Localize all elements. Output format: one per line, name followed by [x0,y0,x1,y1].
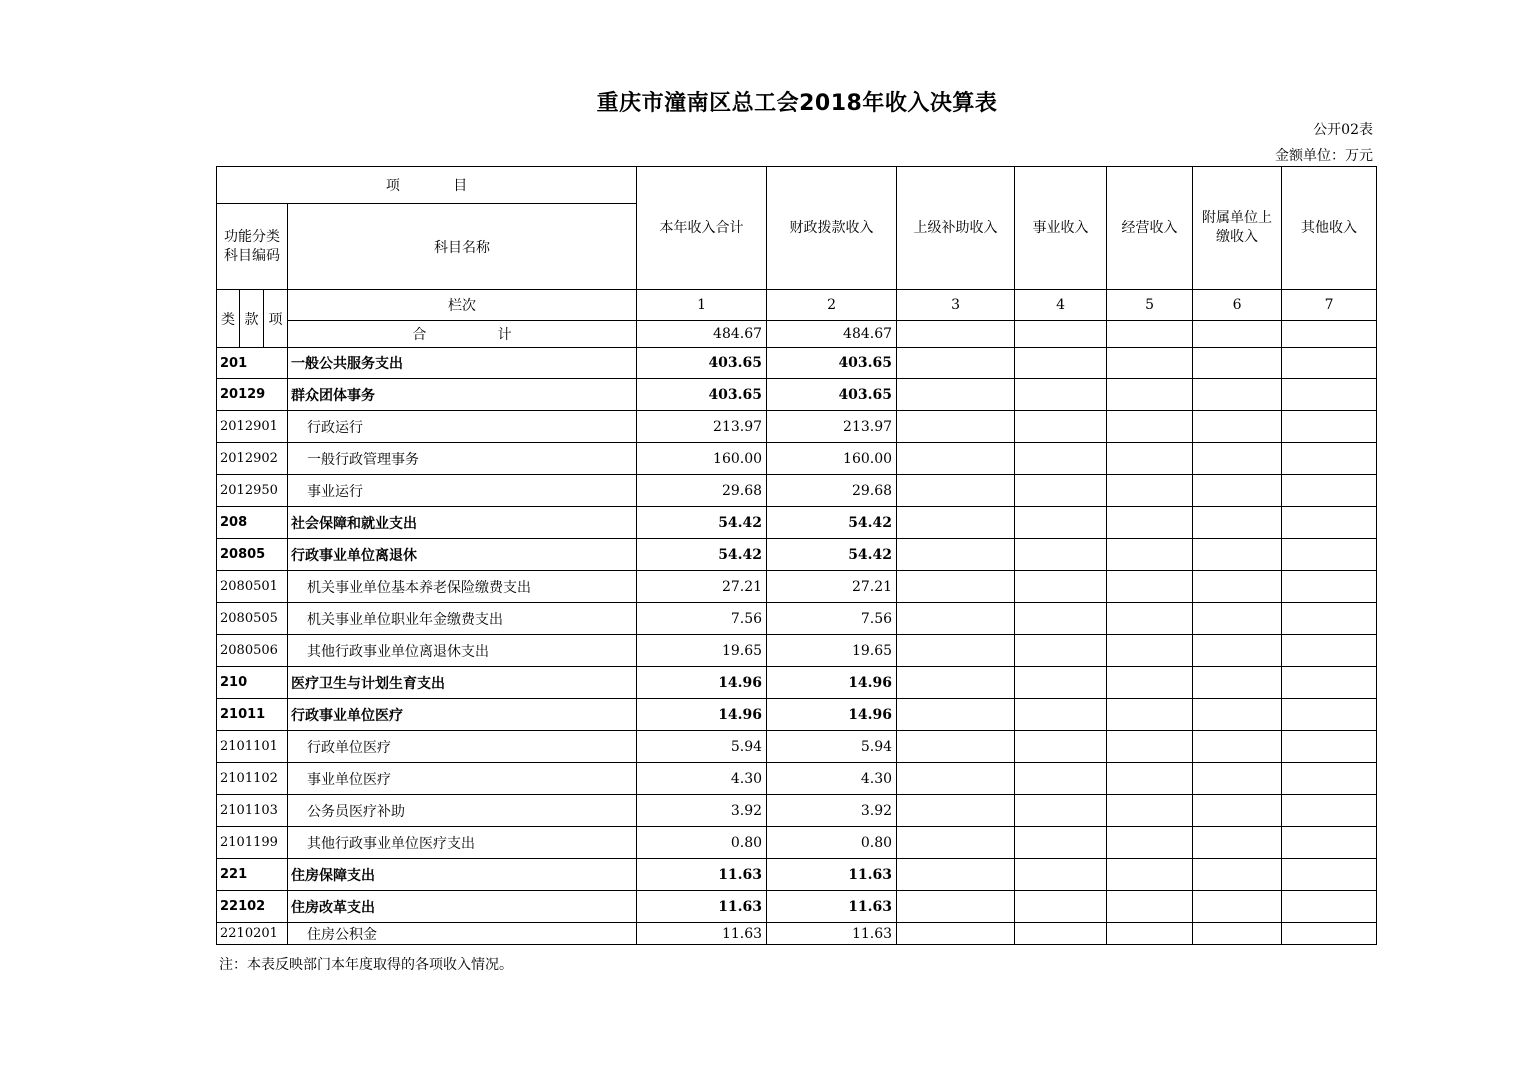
subject-name: 医疗卫生与计划生育支出 [288,667,637,699]
subject-code: 2101103 [217,795,288,827]
col-number: 3 [897,290,1015,321]
col-header: 财政拨款收入 [767,167,897,290]
fiscal-income: 54.42 [767,507,897,539]
income-total: 11.63 [637,923,767,945]
subject-name: 行政单位医疗 [288,731,637,763]
empty-cell [1282,571,1377,603]
subject-code: 22102 [217,891,288,923]
col-number: 1 [637,290,767,321]
empty-cell [1282,859,1377,891]
income-total: 14.96 [637,667,767,699]
fiscal-income: 403.65 [767,348,897,379]
empty-cell [1282,667,1377,699]
col-header: 事业收入 [1015,167,1107,290]
subject-name: 一般公共服务支出 [288,348,637,379]
empty-cell [1193,859,1282,891]
empty-cell [1107,827,1193,859]
empty-cell [1193,635,1282,667]
empty-cell [1107,321,1193,348]
empty-cell [1193,507,1282,539]
empty-cell [1015,321,1107,348]
empty-cell [1282,539,1377,571]
col-number: 6 [1193,290,1282,321]
subject-name: 事业运行 [288,475,637,507]
table-row [217,827,1377,859]
fiscal-income: 3.92 [767,795,897,827]
empty-cell [1193,379,1282,411]
table-row [217,699,1377,731]
table-row [217,603,1377,635]
income-total: 27.21 [637,571,767,603]
subject-code: 201 [217,348,288,379]
subject-name: 公务员医疗补助 [288,795,637,827]
empty-cell [1107,699,1193,731]
empty-cell [1015,731,1107,763]
empty-cell [1282,827,1377,859]
empty-cell [1015,891,1107,923]
empty-cell [1015,795,1107,827]
table-row [217,667,1377,699]
empty-cell [1107,348,1193,379]
empty-cell [897,891,1015,923]
header-lei: 类 [217,290,240,348]
subject-code: 20129 [217,379,288,411]
empty-cell [897,635,1015,667]
col-header: 经营收入 [1107,167,1193,290]
subject-name: 社会保障和就业支出 [288,507,637,539]
empty-cell [1107,859,1193,891]
empty-cell [1193,795,1282,827]
empty-cell [1193,667,1282,699]
empty-cell [1193,321,1282,348]
header-item: 项 目 [217,167,637,204]
income-total: 11.63 [637,891,767,923]
subject-code: 210 [217,667,288,699]
table-row [217,539,1377,571]
empty-cell [897,379,1015,411]
table-row [217,379,1377,411]
subject-name: 住房公积金 [288,923,637,945]
subject-code: 208 [217,507,288,539]
empty-cell [1107,571,1193,603]
empty-cell [1015,379,1107,411]
fiscal-income: 160.00 [767,443,897,475]
empty-cell [1282,731,1377,763]
col-header: 其他收入 [1282,167,1377,290]
empty-cell [897,699,1015,731]
empty-cell [1282,379,1377,411]
fiscal-income: 11.63 [767,859,897,891]
col-number: 5 [1107,290,1193,321]
table-body [217,348,1377,945]
subject-name: 事业单位医疗 [288,763,637,795]
empty-cell [1193,348,1282,379]
empty-cell [1015,539,1107,571]
empty-cell [1193,603,1282,635]
subject-code: 2080505 [217,603,288,635]
empty-cell [1282,475,1377,507]
page-title: 重庆市潼南区总工会2018年收入决算表 [596,91,998,116]
subject-name: 群众团体事务 [288,379,637,411]
empty-cell [1107,891,1193,923]
empty-cell [1107,603,1193,635]
empty-cell [1015,699,1107,731]
fiscal-income: 29.68 [767,475,897,507]
empty-cell [1015,348,1107,379]
income-table [216,166,1377,945]
subject-code: 20805 [217,539,288,571]
empty-cell [897,731,1015,763]
empty-cell [897,763,1015,795]
empty-cell [1193,731,1282,763]
subject-code: 2080501 [217,571,288,603]
subject-code: 2080506 [217,635,288,667]
empty-cell [1193,827,1282,859]
empty-cell [897,795,1015,827]
empty-cell [897,539,1015,571]
header-lanci: 栏次 [288,290,637,321]
col-number: 7 [1282,290,1377,321]
empty-cell [1015,443,1107,475]
empty-cell [1193,891,1282,923]
empty-cell [897,571,1015,603]
table-number: 公开02表 [1313,122,1373,138]
fiscal-income: 213.97 [767,411,897,443]
col-number: 2 [767,290,897,321]
income-total: 19.65 [637,635,767,667]
empty-cell [1015,507,1107,539]
subject-name: 机关事业单位职业年金缴费支出 [288,603,637,635]
empty-cell [1193,923,1282,945]
total-income: 484.67 [637,321,767,348]
empty-cell [897,475,1015,507]
empty-cell [1282,507,1377,539]
fiscal-income: 7.56 [767,603,897,635]
fiscal-income: 27.21 [767,571,897,603]
income-total: 54.42 [637,539,767,571]
table-row [217,348,1377,379]
empty-cell [1015,475,1107,507]
income-total: 213.97 [637,411,767,443]
empty-cell [897,923,1015,945]
empty-cell [1107,507,1193,539]
table-row [217,891,1377,923]
fiscal-income: 54.42 [767,539,897,571]
empty-cell [897,667,1015,699]
empty-cell [1107,763,1193,795]
income-total: 5.94 [637,731,767,763]
empty-cell [1015,923,1107,945]
subject-name: 其他行政事业单位离退休支出 [288,635,637,667]
income-total: 403.65 [637,379,767,411]
empty-cell [1193,571,1282,603]
table-row [217,923,1377,945]
empty-cell [1282,603,1377,635]
fiscal-income: 4.30 [767,763,897,795]
empty-cell [1015,603,1107,635]
empty-cell [1193,475,1282,507]
empty-cell [1282,891,1377,923]
subject-name: 行政事业单位离退休 [288,539,637,571]
amount-unit: 金额单位：万元 [1275,148,1373,164]
header-xiang: 项 [264,290,288,348]
empty-cell [897,348,1015,379]
header-func-code: 功能分类科目编码 [217,204,288,290]
fiscal-income: 14.96 [767,667,897,699]
fiscal-income: 19.65 [767,635,897,667]
empty-cell [1282,411,1377,443]
empty-cell [1015,571,1107,603]
table-row [217,507,1377,539]
empty-cell [1015,635,1107,667]
subject-code: 2012950 [217,475,288,507]
fiscal-income: 11.63 [767,923,897,945]
col-number: 4 [1015,290,1107,321]
subject-code: 21011 [217,699,288,731]
subject-name: 行政运行 [288,411,637,443]
fiscal-income: 14.96 [767,699,897,731]
income-total: 3.92 [637,795,767,827]
col-header: 上级补助收入 [897,167,1015,290]
empty-cell [897,411,1015,443]
table-row [217,475,1377,507]
table-row [217,571,1377,603]
fiscal-income: 11.63 [767,891,897,923]
empty-cell [1282,763,1377,795]
empty-cell [1193,763,1282,795]
income-total: 11.63 [637,859,767,891]
subject-name: 行政事业单位医疗 [288,699,637,731]
subject-code: 2210201 [217,923,288,945]
empty-cell [1107,443,1193,475]
total-label: 合 计 [288,321,637,348]
empty-cell [1107,795,1193,827]
subject-code: 2101199 [217,827,288,859]
empty-cell [897,507,1015,539]
empty-cell [897,443,1015,475]
income-total: 29.68 [637,475,767,507]
income-total: 14.96 [637,699,767,731]
header-kuan: 款 [240,290,264,348]
empty-cell [1282,443,1377,475]
table-header [217,167,1377,348]
table-row [217,859,1377,891]
empty-cell [897,321,1015,348]
empty-cell [1193,539,1282,571]
empty-cell [1193,443,1282,475]
empty-cell [897,603,1015,635]
empty-cell [1107,731,1193,763]
empty-cell [1107,667,1193,699]
empty-cell [1193,411,1282,443]
empty-cell [1107,539,1193,571]
subject-code: 221 [217,859,288,891]
empty-cell [1282,699,1377,731]
empty-cell [1107,923,1193,945]
empty-cell [897,827,1015,859]
table-row [217,731,1377,763]
empty-cell [1015,667,1107,699]
table-row [217,411,1377,443]
col-header: 附属单位上缴收入 [1193,167,1282,290]
empty-cell [1107,635,1193,667]
table-note: 注：本表反映部门本年度取得的各项收入情况。 [219,957,513,973]
subject-code: 2101101 [217,731,288,763]
subject-code: 2101102 [217,763,288,795]
col-header: 本年收入合计 [637,167,767,290]
empty-cell [1282,635,1377,667]
subject-name: 机关事业单位基本养老保险缴费支出 [288,571,637,603]
fiscal-income: 5.94 [767,731,897,763]
subject-name: 住房保障支出 [288,859,637,891]
empty-cell [1282,795,1377,827]
empty-cell [1107,475,1193,507]
income-total: 160.00 [637,443,767,475]
empty-cell [1015,827,1107,859]
subject-code: 2012902 [217,443,288,475]
table-row [217,443,1377,475]
header-subject-name: 科目名称 [288,204,637,290]
subject-name: 住房改革支出 [288,891,637,923]
total-fiscal: 484.67 [767,321,897,348]
empty-cell [1015,763,1107,795]
empty-cell [1193,699,1282,731]
income-total: 403.65 [637,348,767,379]
income-total: 7.56 [637,603,767,635]
subject-name: 一般行政管理事务 [288,443,637,475]
empty-cell [1282,348,1377,379]
empty-cell [1015,859,1107,891]
empty-cell [1107,379,1193,411]
empty-cell [897,859,1015,891]
empty-cell [1282,321,1377,348]
table-row [217,795,1377,827]
fiscal-income: 0.80 [767,827,897,859]
subject-name: 其他行政事业单位医疗支出 [288,827,637,859]
fiscal-income: 403.65 [767,379,897,411]
income-total: 4.30 [637,763,767,795]
income-total: 0.80 [637,827,767,859]
income-total: 54.42 [637,507,767,539]
subject-code: 2012901 [217,411,288,443]
empty-cell [1015,411,1107,443]
empty-cell [1282,923,1377,945]
table-row [217,763,1377,795]
table-row [217,635,1377,667]
empty-cell [1107,411,1193,443]
